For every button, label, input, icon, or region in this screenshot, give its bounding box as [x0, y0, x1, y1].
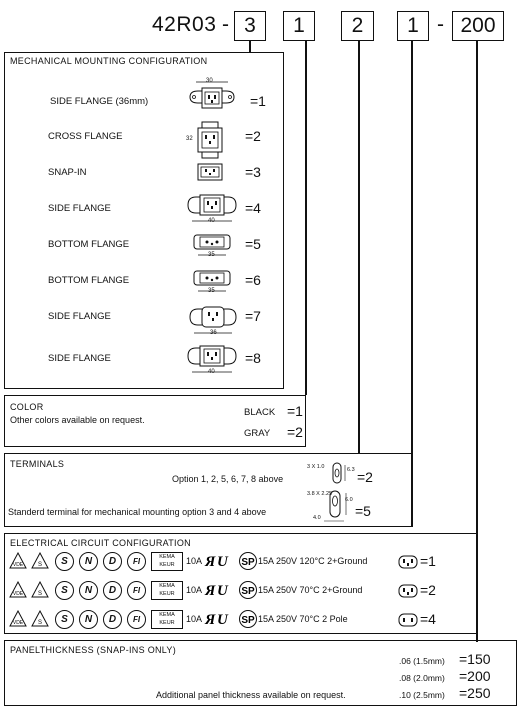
snap-in-icon [196, 162, 224, 182]
dimension-36: 36 [210, 330, 217, 336]
mounting-label-7: SIDE FLANGE [48, 311, 111, 322]
svg-text:U: U [217, 583, 228, 599]
dimension-30: 30 [206, 78, 213, 84]
approval-fi-icon: FI [127, 610, 146, 629]
color-label-gray: GRAY [244, 428, 271, 439]
terminal-tab-icon-1 [327, 461, 355, 485]
svg-text:S: S [37, 591, 43, 597]
mounting-label-5: BOTTOM FLANGE [48, 239, 130, 250]
svg-text:Я: Я [205, 583, 216, 599]
terminals-title: TERMINALS [10, 459, 65, 469]
csa-icon [238, 580, 258, 600]
panel-code-2: =200 [459, 668, 491, 684]
mounting-label-8: SIDE FLANGE [48, 353, 111, 364]
ul-recognized-icon [203, 551, 235, 571]
kema-keur-icon: KEMA KEUR [151, 581, 183, 600]
code-box-panel: 200 [452, 11, 504, 41]
approval-d-icon: D [103, 610, 122, 629]
approval-d-icon: D [103, 552, 122, 571]
terminal-dim-1a: 3 X 1.0 [307, 464, 325, 470]
terminal-dim-1b: 6.3 [347, 467, 355, 473]
dimension-40-b: 40 [208, 369, 215, 375]
approval-n-icon: N [79, 581, 98, 600]
mounting-code-5: =5 [245, 236, 261, 252]
approval-n-icon: N [79, 610, 98, 629]
electrical-rating-3: 15A 250V 70°C 2 Pole [258, 614, 348, 624]
electrical-amps-3: 10A [186, 614, 203, 624]
leader-line-terminals [358, 40, 360, 453]
dimension-40-a: 40 [208, 218, 215, 224]
mounting-code-7: =7 [245, 308, 261, 324]
cross-flange-icon [190, 120, 230, 160]
dimension-32: 32 [186, 136, 193, 142]
mounting-code-6: =6 [245, 272, 261, 288]
mounting-code-4: =4 [245, 200, 261, 216]
semko-triangle-icon [31, 552, 49, 569]
kema-keur-icon: KEMA KEUR [151, 610, 183, 629]
code-box-color: 1 [283, 11, 315, 41]
svg-text:VDE: VDE [12, 591, 24, 597]
dimension-35-a: 35 [208, 252, 215, 258]
approval-fi-icon: FI [127, 581, 146, 600]
svg-text:VDE: VDE [12, 620, 24, 626]
color-code-black: =1 [287, 403, 303, 419]
part-number-dash-2: - [437, 13, 445, 36]
electrical-amps-2: 10A [186, 585, 203, 595]
semko-triangle-icon [31, 581, 49, 598]
panel-title: PANELTHICKNESS (SNAP-INS ONLY) [10, 645, 177, 655]
csa-icon [238, 551, 258, 571]
svg-text:S: S [37, 562, 43, 568]
svg-text:SP: SP [241, 586, 255, 597]
svg-text:SP: SP [241, 557, 255, 568]
code-box-mounting: 3 [234, 11, 266, 41]
approval-d-icon: D [103, 581, 122, 600]
color-code-gray: =2 [287, 424, 303, 440]
mounting-code-1: =1 [250, 93, 266, 109]
outlet-2-ground-icon [398, 555, 418, 569]
panel-code-3: =250 [459, 685, 491, 701]
panel-size-3: .10 (2.5mm) [399, 690, 445, 700]
vde-triangle-icon [9, 610, 27, 627]
electrical-rating-1: 15A 250V 120°C 2+Ground [258, 556, 368, 566]
part-number-dash: - [222, 13, 230, 36]
svg-text:Я: Я [205, 612, 216, 628]
ul-recognized-icon [203, 580, 235, 600]
terminal-dim-2a: 3.8 X 2.25 [307, 491, 333, 497]
mounting-label-6: BOTTOM FLANGE [48, 275, 130, 286]
terminal-dim-2b: 6.0 [345, 497, 353, 503]
color-label-black: BLACK [244, 407, 276, 418]
approval-fi-icon: FI [127, 552, 146, 571]
terminal-dim-2c: 4.0 [313, 515, 321, 521]
electrical-code-1: =1 [420, 553, 436, 569]
panel-note: Additional panel thickness available on request. [156, 690, 346, 700]
terminal-code-1: =2 [357, 469, 373, 485]
panel-code-1: =150 [459, 651, 491, 667]
svg-text:Я: Я [205, 554, 216, 570]
terminal-tab-icon-2 [320, 487, 356, 525]
color-note: Other colors available on request. [10, 415, 145, 425]
kema-keur-icon: KEMA KEUR [151, 552, 183, 571]
approval-s-icon: S [55, 610, 74, 629]
mounting-code-3: =3 [245, 164, 261, 180]
approval-s-icon: S [55, 581, 74, 600]
mechanical-title: MECHANICAL MOUNTING CONFIGURATION [10, 56, 208, 66]
dimension-35-b: 35 [208, 288, 215, 294]
mounting-code-2: =2 [245, 128, 261, 144]
code-box-circuit: 1 [397, 11, 429, 41]
electrical-amps-1: 10A [186, 556, 203, 566]
electrical-code-2: =2 [420, 582, 436, 598]
mounting-code-8: =8 [245, 350, 261, 366]
panel-size-1: .06 (1.5mm) [399, 656, 445, 666]
semko-triangle-icon [31, 610, 49, 627]
leader-line-color [305, 40, 307, 395]
ul-recognized-icon [203, 609, 235, 629]
mounting-label-3: SNAP-IN [48, 167, 87, 178]
mounting-label-2: CROSS FLANGE [48, 131, 123, 142]
terminal-option-1: Option 1, 2, 5, 6, 7, 8 above [172, 474, 284, 484]
terminal-code-2: =5 [355, 503, 371, 519]
outlet-2-pole-icon [398, 613, 418, 627]
electrical-rating-2: 15A 250V 70°C 2+Ground [258, 585, 363, 595]
part-number-prefix: 42R03 [152, 13, 217, 36]
mounting-label-4: SIDE FLANGE [48, 203, 111, 214]
approval-s-icon: S [55, 552, 74, 571]
terminal-option-2: Standerd terminal for mechanical mounting option 3 and 4 above [8, 507, 267, 517]
svg-text:VDE: VDE [12, 562, 24, 568]
electrical-title: ELECTRICAL CIRCUIT CONFIGURATION [10, 538, 191, 548]
svg-text:U: U [217, 554, 228, 570]
svg-text:U: U [217, 612, 228, 628]
leader-line-mounting [249, 40, 251, 52]
color-title: COLOR [10, 402, 44, 412]
panel-size-2: .08 (2.0mm) [399, 673, 445, 683]
mounting-label-1: SIDE FLANGE (36mm) [50, 96, 149, 107]
code-box-terminals: 2 [341, 11, 374, 41]
svg-text:S: S [37, 620, 43, 626]
electrical-code-3: =4 [420, 611, 436, 627]
approval-n-icon: N [79, 552, 98, 571]
vde-triangle-icon [9, 581, 27, 598]
vde-triangle-icon [9, 552, 27, 569]
outlet-2-ground-icon [398, 584, 418, 598]
csa-icon [238, 609, 258, 629]
svg-text:SP: SP [241, 615, 255, 626]
